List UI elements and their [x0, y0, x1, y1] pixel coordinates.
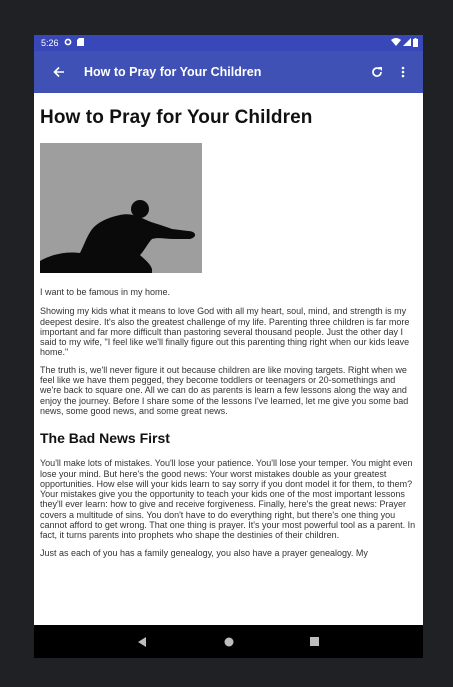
more-vert-icon[interactable]: [395, 64, 411, 80]
battery-icon: [413, 38, 418, 49]
nav-back-icon[interactable]: [135, 634, 151, 650]
paragraph-1: I want to be famous in my home.: [40, 287, 171, 297]
paragraph-4: You'll make lots of mistakes. You'll lose your patience. You'll lose your temper. You might even lose your mind. But here's the good news: Your worst mistakes double as your greatest opportunities. How else will your kids learn to say sorry if you dont model it for them, to them? Your mistakes give you the opportunity to teach your kids one of the most important lessons they'll ever learn: how to give and receive forgiveness. Finally, here's the great news: Prayer covers a multitude of sins. You don't have to do everything right, but there's one thing you cannot afford to get wrong. That one thing is prayer. It's your most powerful tool as a parent. In fact, it turns parents into prophets who shape the destinies of their children.: [40, 458, 416, 541]
arrow-back-icon[interactable]: [50, 63, 68, 81]
signal-icon: [403, 38, 411, 48]
wifi-icon: [391, 38, 401, 48]
status-time: 5:26: [41, 38, 59, 48]
navigation-bar: [34, 625, 423, 658]
article-heading: How to Pray for Your Children: [40, 107, 313, 128]
nav-home-icon[interactable]: [221, 634, 237, 650]
nav-recents-icon[interactable]: [307, 634, 323, 650]
paragraph-3: The truth is, we'll never figure it out because children are like moving targets. Right when we feel like we have them pegged, they become toddlers or teenagers or 20-somethings and we're back to square one. All we can do as parents is learn a few lessons along the way and enjoy the journey. Before I share some of the lessons I've learned, let me give you some bad news, some good news, and some great news.: [40, 364, 409, 416]
app-bar: [34, 51, 423, 93]
status-bar: [34, 35, 423, 51]
article: [34, 107, 423, 558]
device-screen: [34, 35, 423, 658]
refresh-icon[interactable]: [369, 64, 385, 80]
paragraph-2: Showing my kids what it means to love God with all my heart, soul, mind, and strength is my deepest desire. It's also the greatest challenge of my life. Parenting three children is far more important and far more difficult than pastoring several thousand people. Just the other day I said to my wife, "I feel like we'll finally figure out this parenting thing right when our kids leave home.": [40, 306, 410, 358]
sd-card-status-icon: [77, 38, 84, 48]
app-bar-title: How to Pray for Your Children: [84, 65, 262, 79]
hero-image: [40, 143, 202, 273]
web-content[interactable]: [34, 93, 423, 625]
section-heading: The Bad News First: [40, 430, 170, 447]
settings-status-icon: [64, 38, 72, 48]
paragraph-5: Just as each of you has a family genealogy, you also have a prayer genealogy. My: [40, 547, 368, 558]
